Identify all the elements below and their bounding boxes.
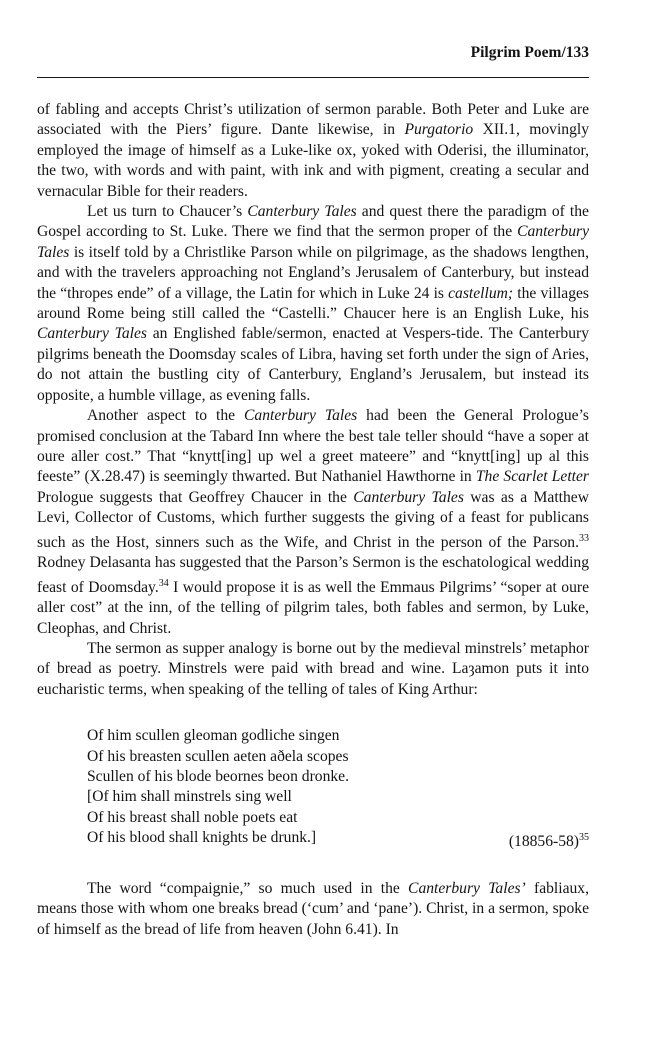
paragraph <box>37 406 589 639</box>
text-run: Let us turn to Chaucer’s <box>87 203 248 221</box>
italic-text: The Scarlet Letter <box>475 468 589 486</box>
text-run: Another aspect to the <box>87 407 245 425</box>
page-body <box>37 100 589 940</box>
verse-line: Of him scullen gleoman godliche singen <box>87 727 340 745</box>
italic-text: Canterbury Tales <box>247 203 357 221</box>
text-run: The word “compaignie,” so much used in the <box>87 879 409 897</box>
text-run: I would propose it is as well the Emmaus Pilgrims’ “soper at oure aller cost” at the inn, of the telling of pilgrim tales, both fables and sermon, by Luke, Cleophas, and Christ. <box>37 578 589 637</box>
italic-text: Canterbury Tales <box>37 325 148 343</box>
italic-text: castellum; <box>448 284 514 302</box>
footnote-ref: 34 <box>158 577 169 589</box>
text-run: XII.1, movingly employed the image of himself as a Luke-like ox, yoked with Oderisi, the illuminator, the two, with words and with paint, with ink and with pigment, creating a secular and vernacular Bible for their readers. <box>37 121 589 200</box>
italic-text: Canterbury Tales <box>244 407 358 425</box>
footnote-ref: 33 <box>579 532 589 544</box>
paragraph <box>37 879 589 940</box>
text-run: had been the General Prologue’s promised conclusion at the Tabard Inn where the best tale teller should “have a soper at oure aller cost.” That “knytt[ing] up wel a greet mateere” and “knytt[ing] up al this feeste” (X.28.47) is seemingly thwarted. But Nathaniel Hawthorne in <box>37 407 589 486</box>
text-run: Prologue suggests that Geoffrey Chaucer in the <box>37 488 354 506</box>
verse-line: Of his breast shall noble poets eat <box>87 808 298 826</box>
paragraph <box>37 100 589 202</box>
verse-citation <box>509 828 589 853</box>
running-head: Pilgrim Poem/133 <box>470 44 589 61</box>
paragraph <box>37 202 589 406</box>
italic-text: Canterbury Tales’ <box>408 879 526 897</box>
text-run: was as a Matthew Levi, Collector of Customs, which further suggests the giving of a feast for publicans such as the Host, sinners such as the Wife, and Christ in the person of the Parson. <box>37 488 589 551</box>
text-run: is itself told by a Christlike Parson while on pilgrimage, as the shadows lengthen, and with the travelers approaching not England’s Jerusalem of Canterbury, but instead the “thropes ende” of a village, the Latin for which in Luke 24 is <box>37 243 589 302</box>
verse-line: Scullen of his blode beornes beon dronke. <box>87 767 350 785</box>
verse-line: Of his breasten scullen aeten aðela scopes <box>87 747 349 765</box>
text-run: of fabling and accepts Christ’s utilization of sermon parable. Both Peter and Luke are associated with the Piers’ figure. Dante likewise, in <box>37 101 589 139</box>
italic-text: Purgatorio <box>404 121 474 139</box>
text-run: The sermon as supper analogy is borne out by the medieval minstrels’ metaphor of bread as poetry. Minstrels were paid with bread and wine. Laȝamon puts it into eucharistic terms, when speaking of the telling of tales of King Arthur: <box>37 639 589 698</box>
paragraph <box>37 639 589 700</box>
header-rule <box>37 77 589 78</box>
italic-text: Canterbury Tales <box>353 488 464 506</box>
text-run: the villages around Rome being still called the “Castelli.” Chaucer here is an English Luke, his <box>37 284 589 323</box>
text-run: an Englished fable/sermon, enacted at Vespers-tide. The Canterbury pilgrims beneath the Doomsday scales of Libra, having set forth under the sign of Aries, do not attain the bustling city of Canterbury, England’s Jerusalem, but instead its opposite, a humble village, as evening falls. <box>37 325 589 404</box>
verse-line: Of his blood shall knights be drunk.] <box>87 829 317 847</box>
italic-text: Canterbury Tales <box>37 223 589 261</box>
citation-text: (18856-58) <box>508 833 579 851</box>
verse-quotation <box>87 726 589 853</box>
verse-line: [Of him shall minstrels sing well <box>87 788 292 806</box>
footnote-ref: 35 <box>579 832 589 844</box>
text-run: and quest there the paradigm of the Gospel according to St. Luke. There we find that the sermon proper of the <box>37 203 589 241</box>
verse-line-with-citation <box>87 828 589 853</box>
text-run: fabliaux, means those with whom one breaks bread (‘cum’ and ‘pane’). Christ, in a sermon, spoke of himself as the bread of life from heaven (John 6.41). In <box>37 879 589 938</box>
text-run: Rodney Delasanta has suggested that the Parson’s Sermon is the eschatological wedding feast of Doomsday. <box>37 554 589 596</box>
